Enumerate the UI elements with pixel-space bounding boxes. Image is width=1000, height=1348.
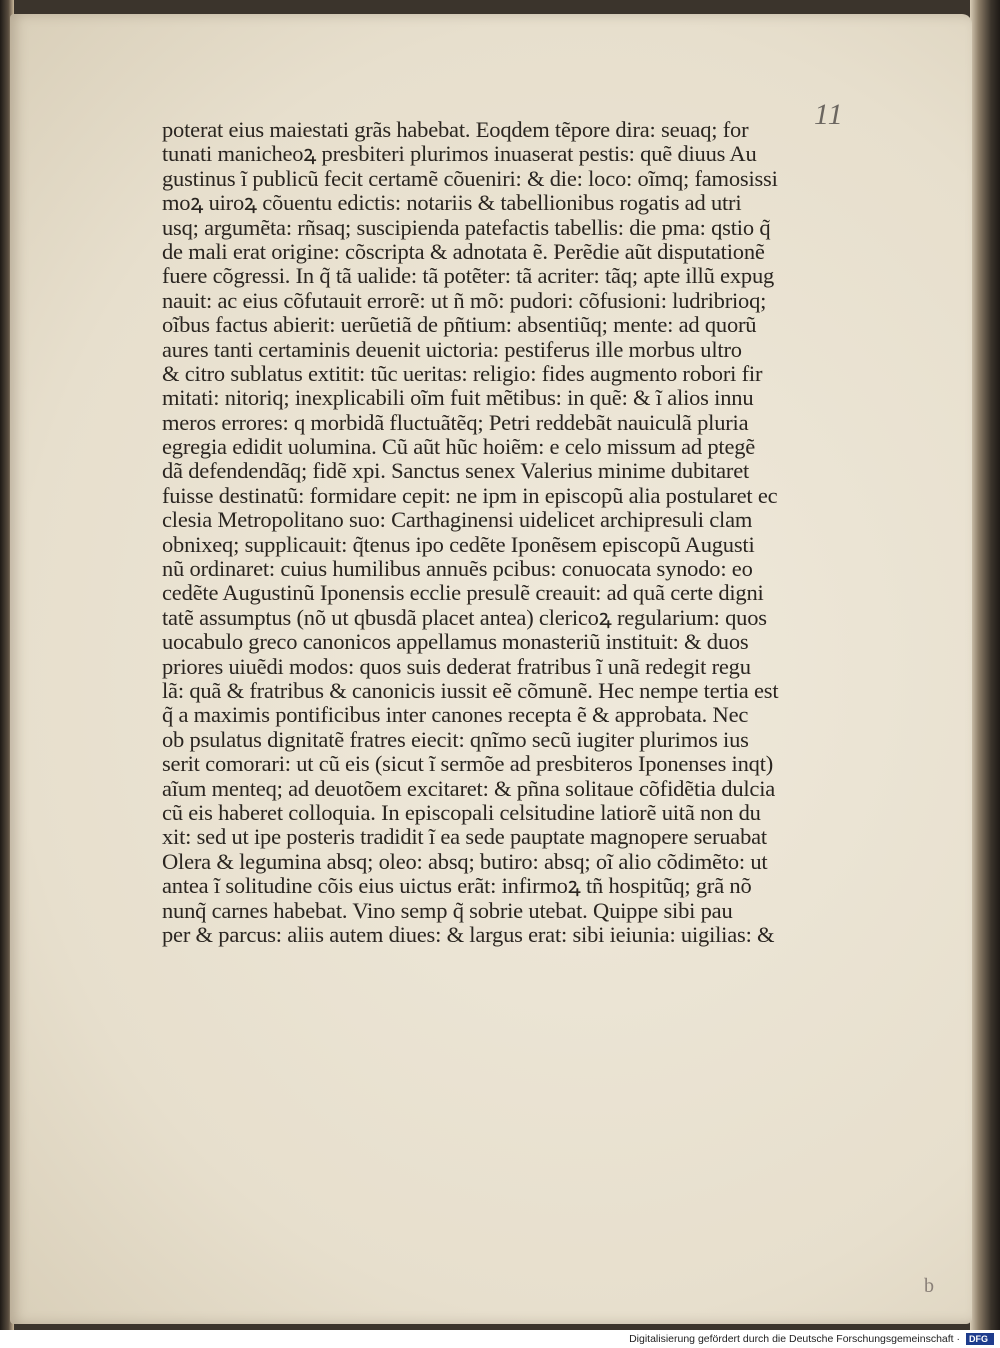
text-line: obnixeq; supplicauit: q̃tenus ipo cedẽte Iponẽsem episcopũ Augusti (162, 531, 755, 557)
text-line: meros errores: q morbidã fluctuãtẽq; Petri reddebãt nauiculã pluria (162, 409, 749, 435)
text-line: mitati: nitoriq; inexplicabili oĩm fuit mẽtibus: in quẽ: & ĩ alios innu (162, 385, 754, 411)
text-line: serit comorari: ut cũ eis (sicut ĩ sermõe ad presbiteros Iponenses inqt) (162, 751, 774, 777)
text-block (162, 118, 822, 947)
text-line: dã defendendãq; fidẽ xpi. Sanctus senex Valerius minime dubitaret (162, 458, 750, 484)
text-line: cedẽte Augustinũ Iponensis ecclie presulẽ creauit: ad quã certe digni (162, 580, 764, 606)
signature-mark: b (924, 1275, 934, 1297)
text-line: usq; argumẽta: rñsaq; suscipienda patefactis tabellis: die pma: qstio q̃ (162, 214, 771, 240)
folio-number: 11 (814, 98, 844, 131)
text-line: nauit: ac eius cõfutauit errorẽ: ut ñ mõ: pudori: cõfusioni: ludribrioq; (162, 287, 767, 313)
text-line: xit: sed ut ipe posteris tradidit ĩ ea sede pauptate magnopere seruabat (162, 824, 767, 850)
footer-credit: Digitalisierung gefördert durch die Deutsche Forschungsgemeinschaft · (629, 1333, 960, 1345)
text-line: cũ eis haberet colloquia. In episcopali celsitudine latiorẽ uitã non du (162, 799, 761, 825)
text-line: nũ ordinaret: cuius humilibus annuẽs pcibus: conuocata synodo: eo (162, 556, 753, 582)
text-line: tunati manicheoꝝ presbiteri plurimos inuaserat pestis: quẽ diuus Au (162, 141, 757, 167)
footer-bar (0, 1330, 1000, 1348)
text-line: & citro sublatus extitit: tũc ueritas: religio: fides augmento robori fir (162, 360, 763, 386)
text-line: oĩbus factus abierit: uerũetiã de pñtium: absentiũq; mente: ad quorũ (162, 312, 757, 338)
text-line: egregia edidit uolumina. Cũ aũt hũc hoiẽm: e celo missum ad ptegẽ (162, 434, 756, 460)
text-line: aures tanti certaminis deuenit uictoria: pestiferus ille morbus ultro (162, 336, 742, 362)
text-line: ob psulatus dignitatẽ fratres eiecit: qnĩmo secũ iugiter plurimos ius (162, 726, 749, 752)
text-line: poterat eius maiestati grãs habebat. Eoqdem tẽpore dira: seuaq; for (162, 117, 749, 142)
text-line: clesia Metropolitano suo: Carthaginensi uidelicet archipresuli clam (162, 507, 753, 533)
dfg-logo: DFG (966, 1333, 994, 1345)
text-line: aĩum menteq; ad deuotõem excitaret: & pñna solitaue cõfidẽtia dulcia (162, 775, 776, 801)
text-line: q̃ a maximis pontificibus inter canones recepta ẽ & approbata. Nec (162, 702, 749, 728)
text-line: tatẽ assumptus (nõ ut qbusdã placet antea) clericoꝝ regularium: quos (162, 604, 767, 630)
text-line: nunq̃ carnes habebat. Vino semp q̃ sobrie utebat. Quippe sibi pau (162, 897, 733, 923)
text-line: uocabulo greco canonicos appellamus monasteriũ instituit: & duos (162, 629, 749, 655)
text-line: antea ĩ solitudine cõis eius uictus erãt: infirmoꝝ tñ hospitũq; grã nõ (162, 873, 752, 899)
text-line: fuisse destinatũ: formidare cepit: ne ipm in episcopũ alia postularet ec (162, 482, 778, 508)
text-line: priores uiuẽdi modos: quos suis dederat fratribus ĩ unã redegit regu (162, 653, 751, 679)
text-line: fuere cõgressi. In q̃ tã ualide: tã potẽter: tã acriter: tãq; apte illũ expug (162, 263, 775, 289)
text-line: Olera & legumina absq; oleo: absq; butiro: absq; oĩ alio cõdimẽto: ut (162, 848, 768, 874)
text-line: moꝝ uiroꝝ cõuentu edictis: notariis & tabellionibus rogatis ad utri (162, 190, 742, 216)
text-line: per & parcus: aliis autem diues: & largus erat: sibi ieiunia: uigilias: & (162, 921, 775, 947)
text-line: lã: quã & fratribus & canonicis iussit eẽ cõmunẽ. Hec nempe tertia est (162, 677, 779, 703)
text-line: gustinus ĩ publicũ fecit certamẽ cõueniri: & die: loco: oĩmq; famosissi (162, 165, 778, 191)
book-fore-edge (970, 0, 1000, 1330)
text-line: de mali erat origine: cõscripta & adnotata ẽ. Perẽdie aũt disputationẽ (162, 238, 765, 264)
